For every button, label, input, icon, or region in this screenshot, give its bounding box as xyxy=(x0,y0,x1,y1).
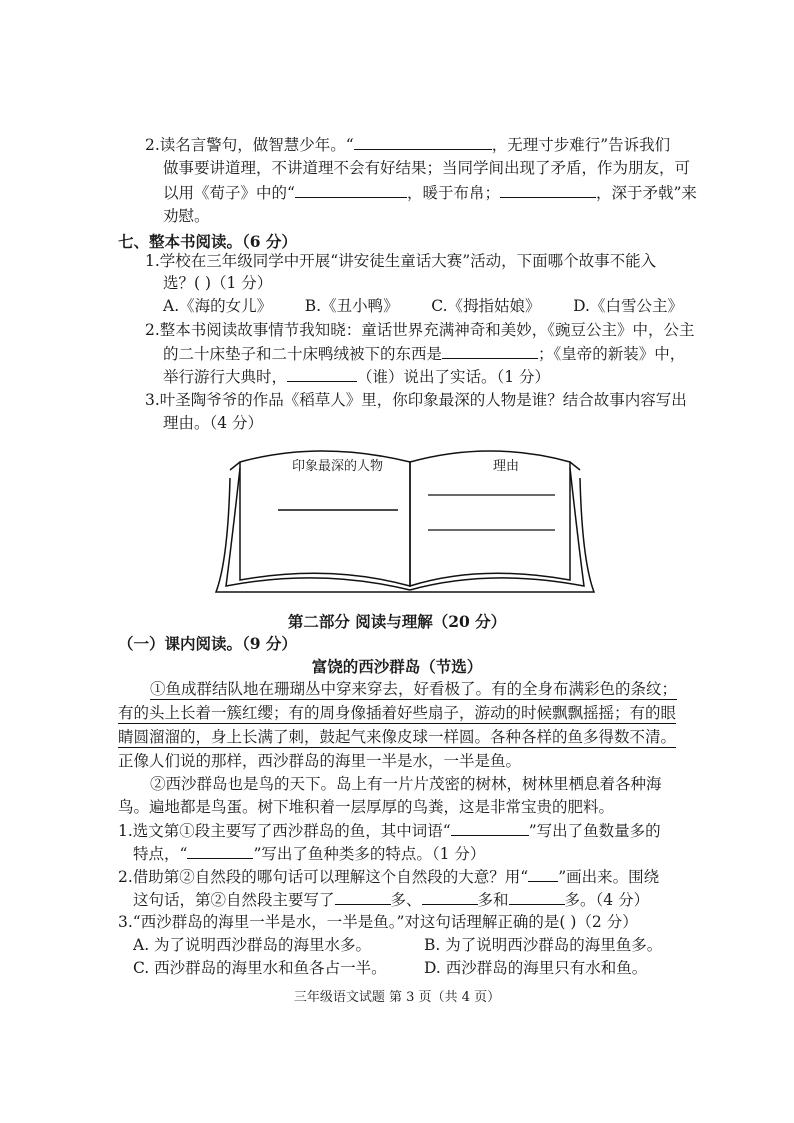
passage-p1-line4: 正像人们说的那样，西沙群岛的海里一半是水，一半是鱼。 xyxy=(118,752,522,770)
reading-q3-option-b[interactable]: B. 为了说明西沙群岛的海里鱼多。 xyxy=(424,936,663,954)
book-right-label: 理由 xyxy=(493,459,520,474)
passage-p2-line1: ②西沙群岛也是鸟的天下。岛上有一片片茂密的树林，树林里栖息着各种海 xyxy=(150,775,662,793)
reading-q3-option-c[interactable]: C. 西沙群岛的海里水和鱼各占一半。 xyxy=(133,959,387,977)
reading-q1-line1: 1.选文第①段主要写了西沙群岛的鱼，其中词语“ ”写出了鱼数量多的 xyxy=(118,819,661,842)
answer-blank[interactable] xyxy=(442,342,538,359)
option-c[interactable]: C.《拇指姑娘》 xyxy=(431,297,541,315)
option-b[interactable]: B.《丑小鸭》 xyxy=(304,297,399,315)
q2-line2: 做事要讲道理，不讲道理不会有好结果；当同学间出现了矛盾，作为朋友，可 xyxy=(163,159,691,177)
open-book-illustration xyxy=(210,440,600,600)
page-footer: 三年级语文试题 第 3 页（共 4 页） xyxy=(293,990,501,1005)
passage-title: 富饶的西沙群岛（节选） xyxy=(311,657,483,676)
reading-q3-line: 3.“西沙群岛的海里一半是水，一半是鱼。”对这句话理解正确的是( )（2 分） xyxy=(118,913,638,931)
s7-q1-line1: 1.学校在三年级同学中开展“讲安徒生童话大赛”活动，下面哪个故事不能入 xyxy=(145,252,657,270)
s7-q3-line2: 理由。（4 分） xyxy=(163,414,264,432)
answer-blank[interactable] xyxy=(509,888,565,905)
part2-subsection: （一）课内阅读。（9 分） xyxy=(118,634,297,653)
answer-blank[interactable] xyxy=(295,181,407,198)
passage-p1-line3: 睛圆溜溜的，身上长满了刺，鼓起气来像皮球一样圆。各种各样的鱼多得数不清。 xyxy=(118,728,677,746)
answer-blank[interactable] xyxy=(528,865,558,882)
q2-line3: 以用《荀子》中的“ ，暖于布帛； ，深于矛戟”来 xyxy=(163,181,697,204)
answer-blank[interactable] xyxy=(335,888,391,905)
answer-blank[interactable] xyxy=(422,888,478,905)
s7-q1-options xyxy=(163,295,683,317)
book-left-label: 印象最深的人物 xyxy=(292,459,384,474)
s7-q2-line2: 的二十床垫子和二十床鸭绒被下的东西是 ；《皇帝的新装》中， xyxy=(163,342,685,365)
reading-q3-option-d[interactable]: D. 西沙群岛的海里只有水和鱼。 xyxy=(424,959,648,977)
passage-p1-line2: 有的头上长着一簇红缨；有的周身像插着好些扇子，游动的时候飘飘摇摇；有的眼 xyxy=(118,704,677,722)
section7-heading: 七、整本书阅读。（6 分） xyxy=(118,232,297,251)
answer-blank[interactable] xyxy=(287,365,357,382)
answer-blank[interactable] xyxy=(451,819,529,836)
s7-q2-line3: 举行游行大典时， （谁）说出了实话。（1 分） xyxy=(163,365,550,388)
answer-blank[interactable] xyxy=(187,842,253,859)
passage-p2-line2: 鸟。遍地都是鸟蛋。树下堆积着一层厚厚的鸟粪，这是非常宝贵的肥料。 xyxy=(118,798,615,816)
reading-q3-option-a[interactable]: A. 为了说明西沙群岛的海里水多。 xyxy=(133,936,372,954)
option-d[interactable]: D.《白雪公主》 xyxy=(573,297,683,315)
s7-q2-line1: 2.整本书阅读故事情节我知晓：童话世界充满神奇和美妙，《豌豆公主》中，公主 xyxy=(145,321,695,339)
option-a[interactable]: A.《海的女儿》 xyxy=(163,297,273,315)
q2-line4: 劝慰。 xyxy=(163,207,210,225)
passage-p1-line1: ①鱼成群结队地在珊瑚丛中穿来穿去，好看极了。有的全身布满彩色的条纹； xyxy=(150,680,678,698)
q2-line1: 2.读名言警句，做智慧少年。“ ，无理寸步难行”告诉我们 xyxy=(145,133,670,156)
s7-q3-line1: 3.叶圣陶爷爷的作品《稻草人》里，你印象最深的人物是谁？结合故事内容写出 xyxy=(145,391,687,409)
part2-title: 第二部分 阅读与理解（20 分） xyxy=(287,612,507,631)
answer-blank[interactable] xyxy=(500,181,596,198)
reading-q2-line2: 这句话，第②自然段主要写了 多、 多和 多。（4 分） xyxy=(133,888,649,911)
reading-q2-line1: 2.借助第②自然段的哪句话可以理解这个自然段的大意？用“ ”画出来。围绕 xyxy=(118,865,659,888)
answer-blank[interactable] xyxy=(354,133,492,150)
reading-q1-line2: 特点，“ ”写出了鱼种类多的特点。（1 分） xyxy=(133,842,485,865)
s7-q1-line2: 选？( )（1 分） xyxy=(163,274,273,292)
